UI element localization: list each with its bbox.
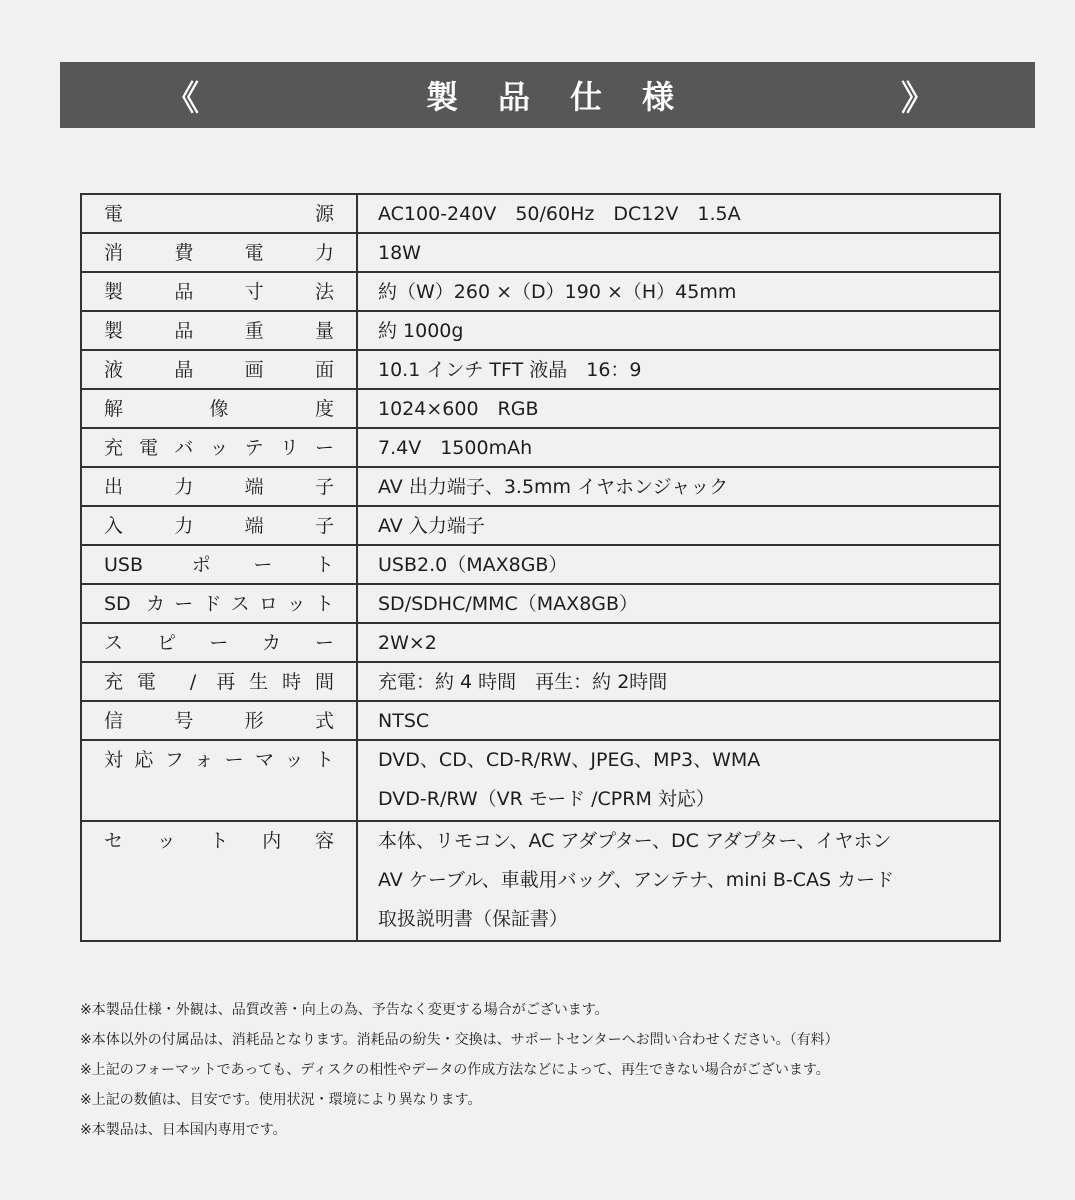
spec-label-cell [81, 350, 357, 389]
table-row [81, 428, 1000, 467]
table-row [81, 389, 1000, 428]
spec-label-cell [81, 272, 357, 311]
note: ※本製品仕様・外観は、品質改善・向上の為、予告なく変更する場合がございます。 [80, 1002, 609, 1018]
spec-value: AV 出力端子、3.5mm イヤホンジャック [378, 476, 729, 498]
spec-value-cell [357, 194, 1000, 233]
spec-value-cell [357, 389, 1000, 428]
table-row [81, 467, 1000, 506]
spec-value-cell [357, 311, 1000, 350]
notes [80, 995, 839, 1145]
spec-value: 取扱説明書（保証書） [378, 908, 569, 930]
spec-label-cell [81, 545, 357, 584]
spec-value: 約（W）260 ×（D）190 ×（H）45mm [378, 281, 737, 303]
spec-value: USB2.0（MAX8GB） [378, 554, 568, 576]
table-row [81, 545, 1000, 584]
spec-label: 製品寸法 [104, 281, 334, 303]
spec-value-cell [357, 584, 1000, 623]
spec-value: DVD、CD、CD-R/RW、JPEG、MP3、WMA [378, 749, 761, 771]
table-row [81, 701, 1000, 740]
table-row [81, 821, 1000, 941]
spec-label: SD カードスロット [104, 593, 334, 615]
spec-value: 充電：約 4 時間 再生：約 2時間 [378, 671, 668, 693]
spec-label-cell [81, 821, 357, 941]
spec-label: 液晶画面 [104, 359, 334, 381]
spec-label-cell [81, 662, 357, 701]
spec-value: 18W [378, 242, 421, 264]
table-row [81, 662, 1000, 701]
spec-value: AC100-240V 50/60Hz DC12V 1.5A [378, 203, 741, 225]
spec-value-cell [357, 623, 1000, 662]
spec-label-cell [81, 233, 357, 272]
spec-label: 出力端子 [104, 476, 334, 498]
spec-label-cell [81, 428, 357, 467]
spec-value: 7.4V 1500mAh [378, 437, 533, 459]
table-row [81, 311, 1000, 350]
table-row [81, 623, 1000, 662]
spec-label: スピーカー [104, 632, 334, 654]
spec-value-cell [357, 428, 1000, 467]
right-bracket: 》 [900, 78, 935, 119]
spec-value: 1024×600 RGB [378, 398, 539, 420]
table-row [81, 233, 1000, 272]
spec-label: 消費電力 [104, 242, 334, 264]
note: ※本体以外の付属品は、消耗品となります。消耗品の紛失・交換は、サポートセンターへお問い合わせください。（有料） [80, 1032, 839, 1048]
spec-value-cell [357, 506, 1000, 545]
spec-value: 約 1000g [378, 320, 464, 342]
note: ※本製品は、日本国内専用です。 [80, 1122, 287, 1138]
spec-label-cell [81, 740, 357, 821]
spec-value-cell [357, 662, 1000, 701]
spec-value-cell [357, 545, 1000, 584]
note: ※上記のフォーマットであっても、ディスクの相性やデータの作成方法などによって、再生できない場合がございます。 [80, 1062, 830, 1078]
spec-label: 充電 / 再生時間 [104, 671, 334, 693]
table-row [81, 350, 1000, 389]
spec-value-cell [357, 467, 1000, 506]
spec-label-cell [81, 584, 357, 623]
spec-value: NTSC [378, 710, 430, 732]
spec-value-cell [357, 740, 1000, 821]
spec-label-cell [81, 389, 357, 428]
spec-value: AV 入力端子 [378, 515, 485, 537]
spec-label-cell [81, 194, 357, 233]
spec-value-cell [357, 272, 1000, 311]
table-row [81, 194, 1000, 233]
spec-label: USB ポート [104, 554, 334, 576]
spec-label-cell [81, 506, 357, 545]
spec-label: セット内容 [104, 830, 334, 852]
spec-label: 製品重量 [104, 320, 334, 342]
note: ※上記の数値は、目安です。使用状況・環境により異なります。 [80, 1092, 482, 1108]
table-row [81, 740, 1000, 821]
spec-label-cell [81, 701, 357, 740]
spec-value-cell [357, 233, 1000, 272]
table-row [81, 272, 1000, 311]
spec-label: 信号形式 [104, 710, 334, 732]
spec-label-cell [81, 311, 357, 350]
spec-table [80, 193, 1001, 942]
spec-value: SD/SDHC/MMC（MAX8GB） [378, 593, 639, 615]
spec-label: 解像度 [104, 398, 334, 420]
title-bar [60, 62, 1035, 128]
spec-value-cell [357, 350, 1000, 389]
spec-value-cell [357, 821, 1000, 941]
spec-value: DVD-R/RW（VR モード /CPRM 対応） [378, 788, 715, 810]
table-row [81, 584, 1000, 623]
spec-value: AV ケーブル、車載用バッグ、アンテナ、mini B-CAS カード [378, 869, 895, 891]
spec-value-cell [357, 701, 1000, 740]
spec-value: 10.1 インチ TFT 液晶 16：9 [378, 359, 642, 381]
page-title: 製品仕様 [425, 78, 714, 116]
table-row [81, 506, 1000, 545]
spec-label: 電源 [104, 203, 334, 225]
left-bracket: 《 [165, 78, 199, 119]
spec-value: 2W×2 [378, 632, 437, 654]
spec-label: 入力端子 [104, 515, 334, 537]
spec-value: 本体、リモコン、AC アダプター、DC アダプター、イヤホン [378, 830, 892, 852]
spec-label: 充電バッテリー [104, 437, 334, 459]
spec-label: 対応フォーマット [104, 749, 334, 771]
spec-label-cell [81, 467, 357, 506]
spec-label-cell [81, 623, 357, 662]
